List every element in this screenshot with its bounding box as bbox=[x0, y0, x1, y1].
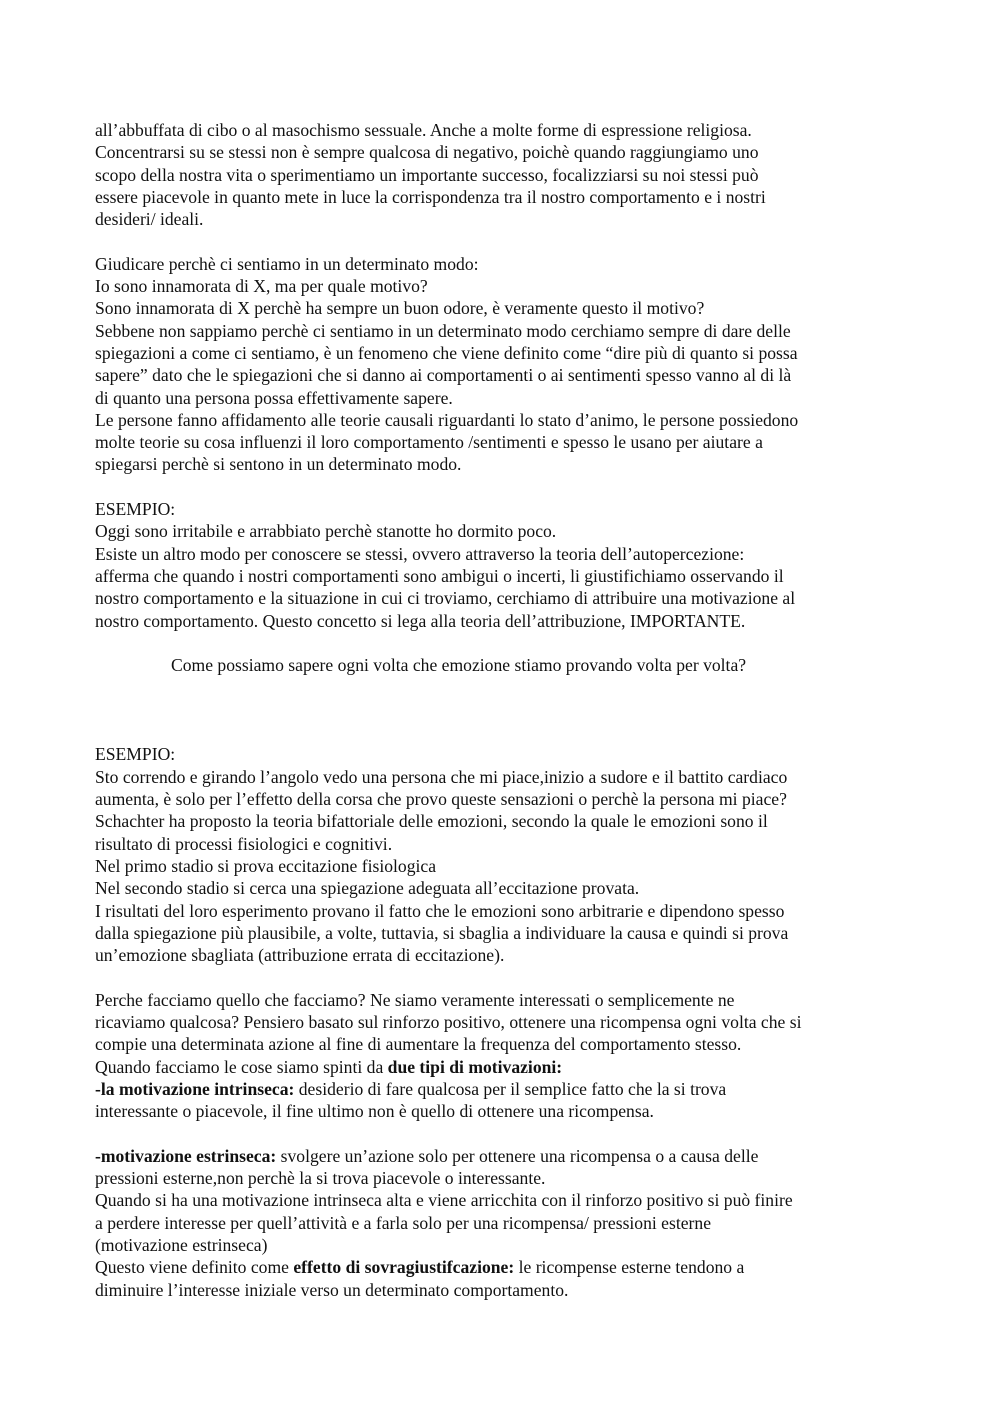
text-line: Sto correndo e girando l’angolo vedo una persona che mi piace,inizio a sudore e il battito cardiaco bbox=[95, 766, 788, 787]
text-line: Le persone fanno affidamento alle teorie causali riguardanti lo stato d’animo, le persone possiedono bbox=[95, 409, 799, 430]
paragraph-extrinsic-motivation bbox=[95, 1145, 925, 1301]
text-line: ESEMPIO: bbox=[95, 499, 176, 520]
text-line: aumenta, è solo per l’effetto della corsa che provo queste sensazioni o perchè la persona mi piace? bbox=[95, 789, 787, 810]
text-line: all’abbuffata di cibo o al masochismo sessuale. Anche a molte forme di espressione religiosa. bbox=[95, 120, 752, 140]
paragraph-spacer bbox=[95, 476, 925, 498]
paragraph-spacer bbox=[95, 230, 925, 252]
paragraph-spacer bbox=[95, 966, 925, 988]
paragraph-spacer bbox=[95, 1122, 925, 1144]
text-line: Concentrarsi su se stessi non è sempre qualcosa di negativo, poichè quando raggiungiamo uno bbox=[95, 142, 759, 163]
text-line: Nel primo stadio si prova eccitazione fisiologica bbox=[95, 855, 437, 876]
text-run: Questo viene definito come bbox=[95, 1257, 294, 1278]
paragraph-example-two-factor bbox=[95, 743, 925, 966]
text-line: interessante o piacevole, il fine ultimo non è quello di ottenere una ricompensa. bbox=[95, 1101, 654, 1122]
text-line: nostro comportamento e la situazione in cui ci troviamo, cerchiamo di attribuire una motivazione al bbox=[95, 588, 796, 609]
text-line bbox=[95, 1256, 925, 1278]
text-line: Nel secondo stadio si cerca una spiegazione adeguata all’eccitazione provata. bbox=[95, 878, 640, 899]
text-line bbox=[95, 1078, 925, 1100]
text-line: risultato di processi fisiologici e cognitivi. bbox=[95, 833, 393, 854]
text-line: Giudicare perchè ci sentiamo in un determinato modo: bbox=[95, 253, 479, 274]
paragraph-self-focus bbox=[95, 119, 925, 230]
text-line: Perche facciamo quello che facciamo? Ne siamo veramente interessati o semplicemente ne bbox=[95, 989, 735, 1010]
text-line: molte teorie su cosa influenzi il loro comportamento /sentimenti e spesso le usano per aiutare a bbox=[95, 432, 763, 453]
text-run: le ricompense esterne tendono a bbox=[514, 1257, 745, 1278]
text-line: a perdere interesse per quell’attività e a farla solo per una ricompensa/ pressioni esterne bbox=[95, 1212, 712, 1233]
text-line bbox=[95, 1056, 925, 1078]
bold-term: -la motivazione intrinseca: bbox=[95, 1078, 295, 1099]
text-line: essere piacevole in quanto mete in luce la corrispondenza tra il nostro comportamento e i nostri bbox=[95, 186, 766, 207]
bold-term: due tipi di motivazioni: bbox=[387, 1056, 563, 1077]
text-line: ESEMPIO: bbox=[95, 744, 176, 765]
text-line: afferma che quando i nostri comportamenti sono ambigui o incerti, li giustifichiamo osservando il bbox=[95, 565, 784, 586]
text-line: Io sono innamorata di X, ma per quale motivo? bbox=[95, 276, 428, 297]
paragraph-judging-feelings bbox=[95, 253, 925, 476]
text-run: svolgere un’azione solo per ottenere una ricompensa o a causa delle bbox=[276, 1145, 759, 1166]
text-run: Quando facciamo le cose siamo spinti da bbox=[95, 1056, 388, 1077]
text-line: diminuire l’interesse iniziale verso un determinato comportamento. bbox=[95, 1279, 569, 1300]
text-line: Esiste un altro modo per conoscere se stessi, ovvero attraverso la teoria dell’autopercezione: bbox=[95, 543, 745, 564]
text-line: I risultati del loro esperimento provano il fatto che le emozioni sono arbitrarie e dipendono spesso bbox=[95, 900, 785, 921]
text-line: un’emozione sbagliata (attribuzione errata di eccitazione). bbox=[95, 945, 505, 966]
bold-term: -motivazione estrinseca: bbox=[95, 1145, 277, 1166]
text-line: sapere” dato che le spiegazioni che si danno ai comportamenti o ai sentimenti spesso vanno al di là bbox=[95, 365, 792, 386]
document-body bbox=[95, 119, 925, 1301]
text-line: spiegarsi perchè si sentono in un determinato modo. bbox=[95, 454, 462, 475]
bold-term: effetto di sovragiustifcazione: bbox=[293, 1257, 515, 1278]
text-line: compie una determinata azione al fine di aumentare la frequenza del comportamento stesso. bbox=[95, 1034, 742, 1055]
text-line: pressioni esterne,non perchè la si trova piacevole o interessante. bbox=[95, 1168, 546, 1189]
text-line: scopo della nostra vita o sperimentiamo un importante successo, focalizziarsi su noi stessi può bbox=[95, 164, 759, 185]
centered-question: Come possiamo sapere ogni volta che emozione stiamo provando volta per volta? bbox=[171, 655, 747, 676]
text-line: nostro comportamento. Questo concetto si lega alla teoria dell’attribuzione, IMPORTANTE. bbox=[95, 610, 746, 631]
text-line bbox=[95, 1145, 925, 1167]
text-run: desiderio di fare qualcosa per il semplice fatto che la si trova bbox=[294, 1078, 727, 1099]
paragraph-example-self-perception bbox=[95, 498, 925, 632]
text-line: dalla spiegazione più plausibile, a volte, tuttavia, si sbaglia a individuare la causa e quindi si prova bbox=[95, 922, 789, 943]
text-line: (motivazione estrinseca) bbox=[95, 1234, 268, 1255]
text-line: Schachter ha proposto la teoria bifattoriale delle emozioni, secondo la quale le emozioni sono il bbox=[95, 811, 768, 832]
text-line: Oggi sono irritabile e arrabbiato perchè stanotte ho dormito poco. bbox=[95, 521, 557, 542]
text-line: Quando si ha una motivazione intrinseca alta e viene arricchita con il rinforzo positivo si può finire bbox=[95, 1190, 793, 1211]
text-line: Sono innamorata di X perchè ha sempre un buon odore, è veramente questo il motivo? bbox=[95, 298, 705, 319]
paragraph-motivation bbox=[95, 989, 925, 1123]
text-line: ricaviamo qualcosa? Pensiero basato sul rinforzo positivo, ottenere una ricompensa ogni volta che si bbox=[95, 1011, 802, 1032]
text-line: spiegazioni a come ci sentiamo, è un fenomeno che viene definito come “dire più di quanto si possa bbox=[95, 342, 798, 363]
text-line: di quanto una persona possa effettivamente sapere. bbox=[95, 387, 453, 408]
text-line: Sebbene non sappiamo perchè ci sentiamo in un determinato modo cerchiamo sempre di dare delle bbox=[95, 320, 791, 341]
section-spacer bbox=[95, 676, 925, 743]
paragraph-spacer bbox=[95, 632, 925, 654]
text-line: desideri/ ideali. bbox=[95, 209, 204, 230]
